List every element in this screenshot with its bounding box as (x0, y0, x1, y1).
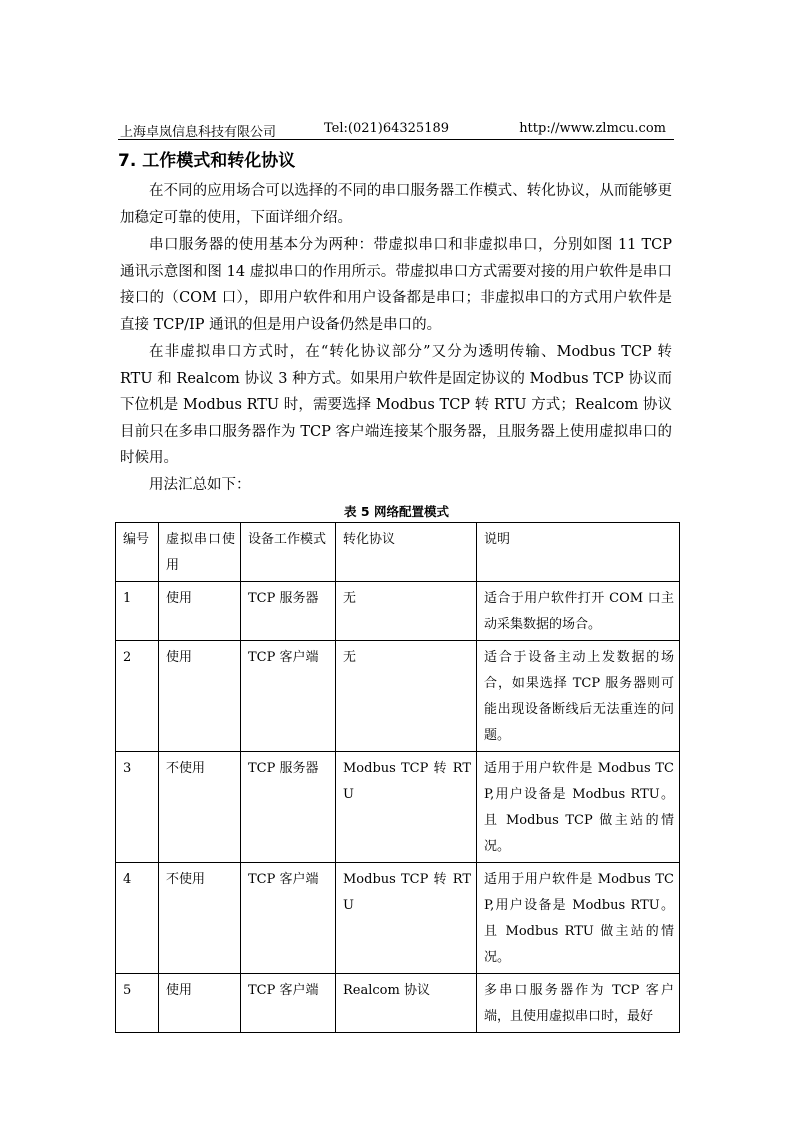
cell-work-mode: TCP 客户端 (241, 974, 336, 1033)
table-header-row (116, 523, 680, 582)
paragraph-summary-lead: 用法汇总如下： (149, 477, 251, 493)
header-url: http://www.zlmcu.com (519, 121, 666, 136)
cell-number: 5 (116, 974, 159, 1033)
header-cell-protocol: 转化协议 (336, 523, 477, 582)
cell-virtual-serial: 不使用 (159, 863, 241, 974)
cell-number: 3 (116, 752, 159, 863)
cell-description: 适合于设备主动上发数据的场合，如果选择 TCP 服务器则可能出现设备断线后无法重连的问题。 (477, 641, 680, 752)
table-row (116, 863, 680, 974)
paragraph-intro: 在不同的应用场合可以选择的不同的串口服务器工作模式、转化协议，从而能够更加稳定可靠的使用，下面详细介绍。 (120, 183, 672, 226)
table-row (116, 974, 680, 1033)
header-company: 上海卓岚信息科技有限公司 (120, 125, 277, 140)
cell-work-mode: TCP 服务器 (241, 582, 336, 641)
paragraph-protocols: 在非虚拟串口方式时，在“转化协议部分”又分为透明传输、Modbus TCP 转 RTU 和 Realcom 协议 3 种方式。如果用户软件是固定协议的 Modbus TCP 协议而下位机是 Modbus RTU 时，需要选择 Modbus TCP 转 RTU 方式；Realcom 协议目前只在多串口服务器作为 TCP 客户端连接某个服务器，且服务器上使用虚拟串口的时候用。 (120, 344, 672, 467)
cell-number: 1 (116, 582, 159, 641)
section-heading: 7. 工作模式和转化协议 (118, 151, 296, 171)
cell-virtual-serial: 使用 (159, 641, 241, 752)
cell-virtual-serial: 不使用 (159, 752, 241, 863)
cell-virtual-serial: 使用 (159, 974, 241, 1033)
header-cell-work-mode: 设备工作模式 (241, 523, 336, 582)
header-cell-virtual-serial: 虚拟串口使用 (159, 523, 241, 582)
cell-description: 适用于用户软件是 Modbus TCP,用户设备是 Modbus RTU。且 Modbus RTU 做主站的情况。 (477, 863, 680, 974)
header-tel: Tel:(021)64325189 (324, 121, 450, 136)
paragraph-usage-types: 串口服务器的使用基本分为两种：带虚拟串口和非虚拟串口，分别如图 11 TCP 通讯示意图和图 14 虚拟串口的作用所示。带虚拟串口方式需要对接的用户软件是串口接口的（COM 口），即用户软件和用户设备都是串口；非虚拟串口的方式用户软件是直接 TCP/IP 通讯的但是用户设备仍然是串口的。 (120, 237, 672, 333)
cell-protocol: Modbus TCP 转 RTU (336, 863, 477, 974)
cell-work-mode: TCP 客户端 (241, 641, 336, 752)
cell-number: 2 (116, 641, 159, 752)
page-header (118, 121, 674, 140)
cell-work-mode: TCP 客户端 (241, 863, 336, 974)
cell-virtual-serial: 使用 (159, 582, 241, 641)
cell-work-mode: TCP 服务器 (241, 752, 336, 863)
table-caption: 表 5 网络配置模式 (344, 504, 449, 519)
table-row (116, 582, 680, 641)
cell-number: 4 (116, 863, 159, 974)
header-cell-description: 说明 (477, 523, 680, 582)
cell-description: 适合于用户软件打开 COM 口主动采集数据的场合。 (477, 582, 680, 641)
cell-description: 多串口服务器作为 TCP 客户端，且使用虚拟串口时，最好 (477, 974, 680, 1033)
cell-protocol: 无 (336, 582, 477, 641)
cell-description: 适用于用户软件是 Modbus TCP,用户设备是 Modbus RTU。且 Modbus TCP 做主站的情况。 (477, 752, 680, 863)
cell-protocol: Realcom 协议 (336, 974, 477, 1033)
cell-protocol: Modbus TCP 转 RTU (336, 752, 477, 863)
header-cell-number: 编号 (116, 523, 159, 582)
network-config-table (115, 522, 680, 1033)
table-row (116, 752, 680, 863)
table-row (116, 641, 680, 752)
cell-protocol: 无 (336, 641, 477, 752)
